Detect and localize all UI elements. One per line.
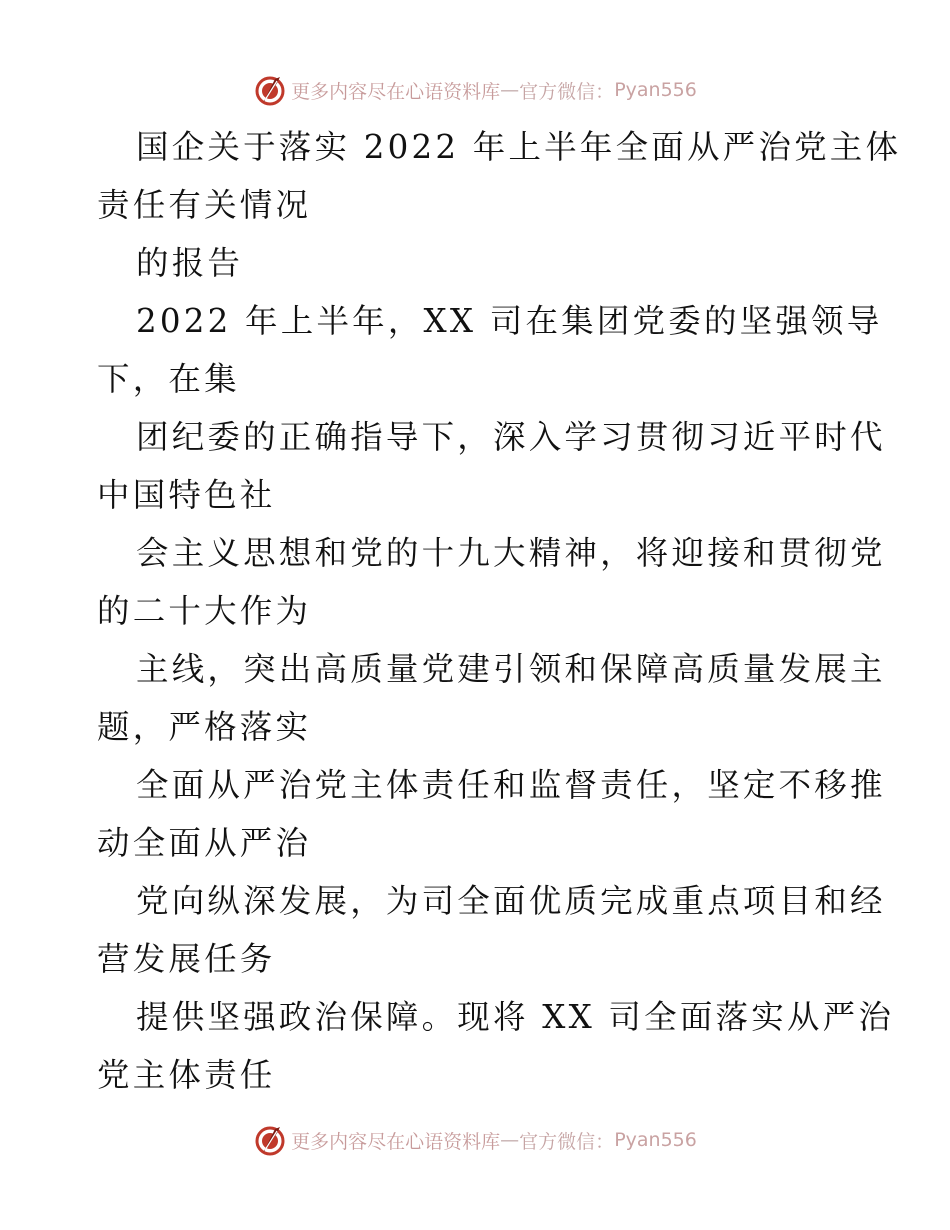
body-line: 国企关于落实 2022 年上半年全面从严治党主体: [136, 128, 902, 166]
body-line: 团纪委的正确指导下，深入学习贯彻习近平时代: [136, 418, 886, 456]
watermark-separator: —: [500, 1129, 520, 1151]
watermark-separator: —: [500, 79, 520, 101]
feather-pen-logo-icon: [253, 73, 287, 107]
body-line: 动全面从严治: [97, 824, 312, 862]
body-line: 党主体责任: [97, 1056, 276, 1094]
body-line: 党向纵深发展，为司全面优质完成重点项目和经: [136, 882, 886, 920]
watermark-wechat-id: Pyan556: [614, 79, 697, 101]
watermark-banner-top: [0, 70, 950, 110]
body-line: 提供坚强政治保障。现将 XX 司全面落实从严治: [136, 998, 895, 1036]
body-line: 题，严格落实: [97, 708, 312, 746]
feather-pen-logo-icon: [253, 1123, 287, 1157]
body-line: 的报告: [136, 244, 244, 282]
body-line: 全面从严治党主体责任和监督责任，坚定不移推: [136, 766, 886, 804]
body-line: 中国特色社: [97, 476, 276, 514]
watermark-site-text: 更多内容尽在心语资料库: [291, 80, 501, 103]
body-line: 会主义思想和党的十九大精神，将迎接和贯彻党: [136, 534, 886, 572]
body-line: 的二十大作为: [97, 592, 312, 630]
body-line: 营发展任务: [97, 940, 276, 978]
watermark-contact-label: 官方微信：: [519, 80, 615, 103]
body-line: 主线，突出高质量党建引领和保障高质量发展主: [136, 650, 886, 688]
watermark-wechat-id: Pyan556: [614, 1129, 697, 1151]
watermark-contact-label: 官方微信：: [519, 1130, 615, 1153]
watermark-site-text: 更多内容尽在心语资料库: [291, 1130, 501, 1153]
watermark-banner-bottom: [0, 1120, 950, 1160]
body-line: 下，在集: [97, 360, 240, 398]
body-line: 2022 年上半年，XX 司在集团党委的坚强领导: [136, 302, 883, 340]
body-line: 责任有关情况: [97, 186, 312, 224]
